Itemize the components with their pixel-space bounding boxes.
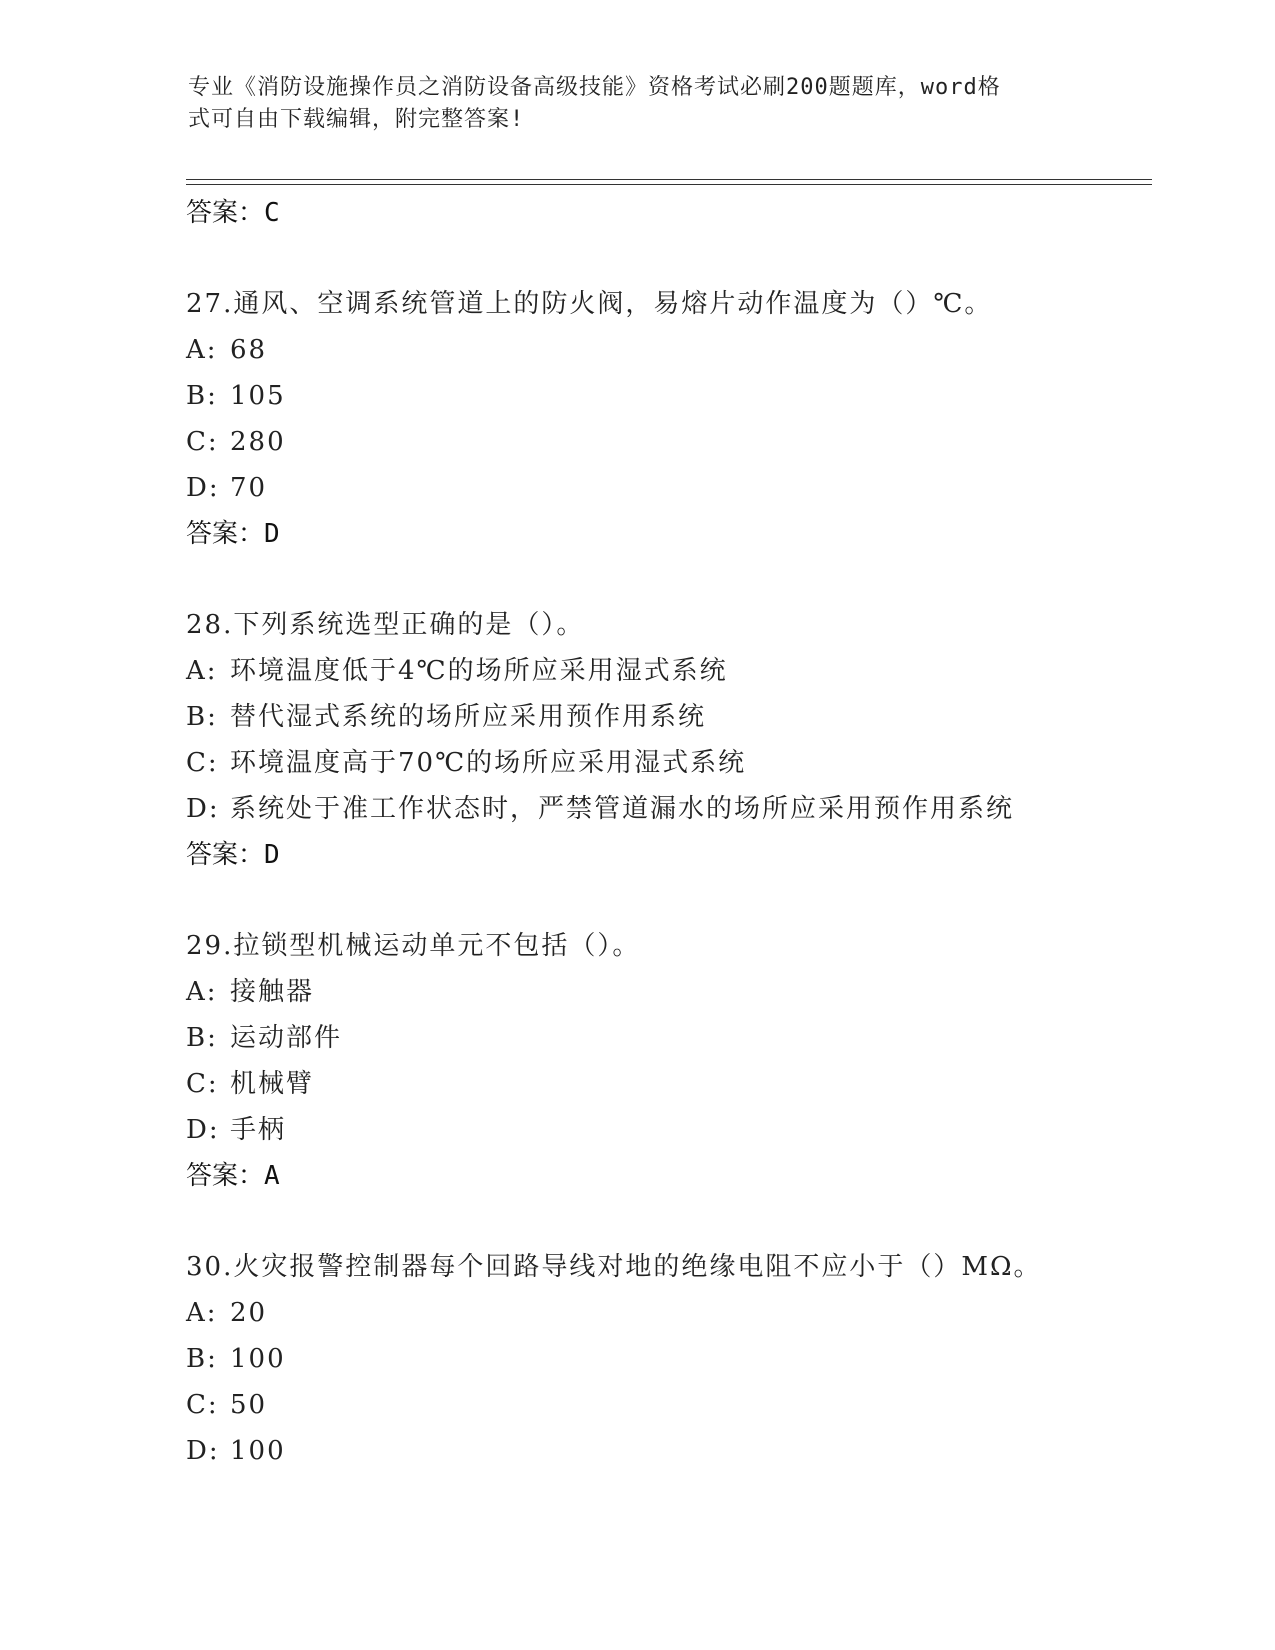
answer-value: A <box>264 1161 280 1191</box>
option-key: D: <box>186 794 220 824</box>
answer-value: D <box>264 840 280 870</box>
document-header <box>188 72 1068 136</box>
option-key: B: <box>186 702 218 732</box>
spacer <box>186 557 1186 602</box>
answer-line <box>186 511 1186 557</box>
option-key: C: <box>186 748 219 778</box>
option-d <box>186 1107 1186 1153</box>
option-b <box>186 694 1186 740</box>
option-b <box>186 1015 1186 1061</box>
option-text: 68 <box>230 335 268 365</box>
option-text: 20 <box>230 1298 268 1328</box>
option-key: C: <box>186 427 219 457</box>
option-c <box>186 1061 1186 1107</box>
question-block <box>186 1244 1186 1474</box>
option-text: 105 <box>230 381 286 411</box>
option-text: 70 <box>230 473 268 503</box>
option-b <box>186 1336 1186 1382</box>
option-text: 替代湿式系统的场所应采用预作用系统 <box>230 702 707 732</box>
option-text: 运动部件 <box>230 1023 343 1053</box>
option-key: D: <box>186 1436 220 1466</box>
option-d <box>186 465 1186 511</box>
option-key: A: <box>186 335 218 365</box>
header-line-2: 式可自由下载编辑，附完整答案! <box>188 107 525 132</box>
question-stem: 29.拉锁型机械运动单元不包括（）。 <box>186 931 641 961</box>
option-text: 100 <box>230 1436 286 1466</box>
option-key: A: <box>186 656 218 686</box>
option-key: A: <box>186 977 218 1007</box>
option-text: 环境温度高于70℃的场所应采用湿式系统 <box>230 748 747 778</box>
option-key: C: <box>186 1069 219 1099</box>
option-d <box>186 786 1186 832</box>
question-stem: 30.火灾报警控制器每个回路导线对地的绝缘电阻不应小于（）MΩ。 <box>186 1252 1042 1282</box>
question-block <box>186 281 1186 557</box>
answer-line <box>186 190 1186 236</box>
option-a <box>186 648 1186 694</box>
option-key: B: <box>186 1023 218 1053</box>
option-a <box>186 1290 1186 1336</box>
option-a <box>186 327 1186 373</box>
option-text: 手柄 <box>230 1115 287 1145</box>
question-block <box>186 923 1186 1199</box>
option-key: C: <box>186 1390 219 1420</box>
option-text: 100 <box>230 1344 286 1374</box>
spacer <box>186 236 1186 281</box>
option-b <box>186 373 1186 419</box>
option-key: D: <box>186 1115 220 1145</box>
option-text: 接触器 <box>230 977 315 1007</box>
question-stem: 28.下列系统选型正确的是（）。 <box>186 610 585 640</box>
spacer <box>186 878 1186 923</box>
option-text: 机械臂 <box>230 1069 315 1099</box>
option-c <box>186 419 1186 465</box>
answer-label: 答案： <box>186 198 265 228</box>
answer-value: D <box>264 519 280 549</box>
option-text: 环境温度低于4℃的场所应采用湿式系统 <box>230 656 728 686</box>
spacer <box>186 1199 1186 1244</box>
question-stem: 27.通风、空调系统管道上的防火阀，易熔片动作温度为（）℃。 <box>186 289 993 319</box>
option-text: 50 <box>230 1390 268 1420</box>
option-c <box>186 740 1186 786</box>
answer-label: 答案： <box>186 1161 265 1191</box>
option-key: B: <box>186 1344 218 1374</box>
question-list <box>186 190 1186 1474</box>
answer-value: C <box>264 198 280 228</box>
answer-label: 答案： <box>186 519 265 549</box>
option-key: D: <box>186 473 220 503</box>
option-c <box>186 1382 1186 1428</box>
header-divider-top <box>186 179 1152 180</box>
header-line-1: 专业《消防设施操作员之消防设备高级技能》资格考试必刷200题题库，word格 <box>188 75 1001 100</box>
header-divider-bottom <box>186 184 1152 185</box>
answer-label: 答案： <box>186 840 265 870</box>
question-block <box>186 602 1186 878</box>
option-key: A: <box>186 1298 218 1328</box>
option-text: 系统处于准工作状态时，严禁管道漏水的场所应采用预作用系统 <box>230 794 1015 824</box>
option-text: 280 <box>230 427 286 457</box>
option-d <box>186 1428 1186 1474</box>
answer-line <box>186 832 1186 878</box>
option-a <box>186 969 1186 1015</box>
answer-line <box>186 1153 1186 1199</box>
option-key: B: <box>186 381 218 411</box>
